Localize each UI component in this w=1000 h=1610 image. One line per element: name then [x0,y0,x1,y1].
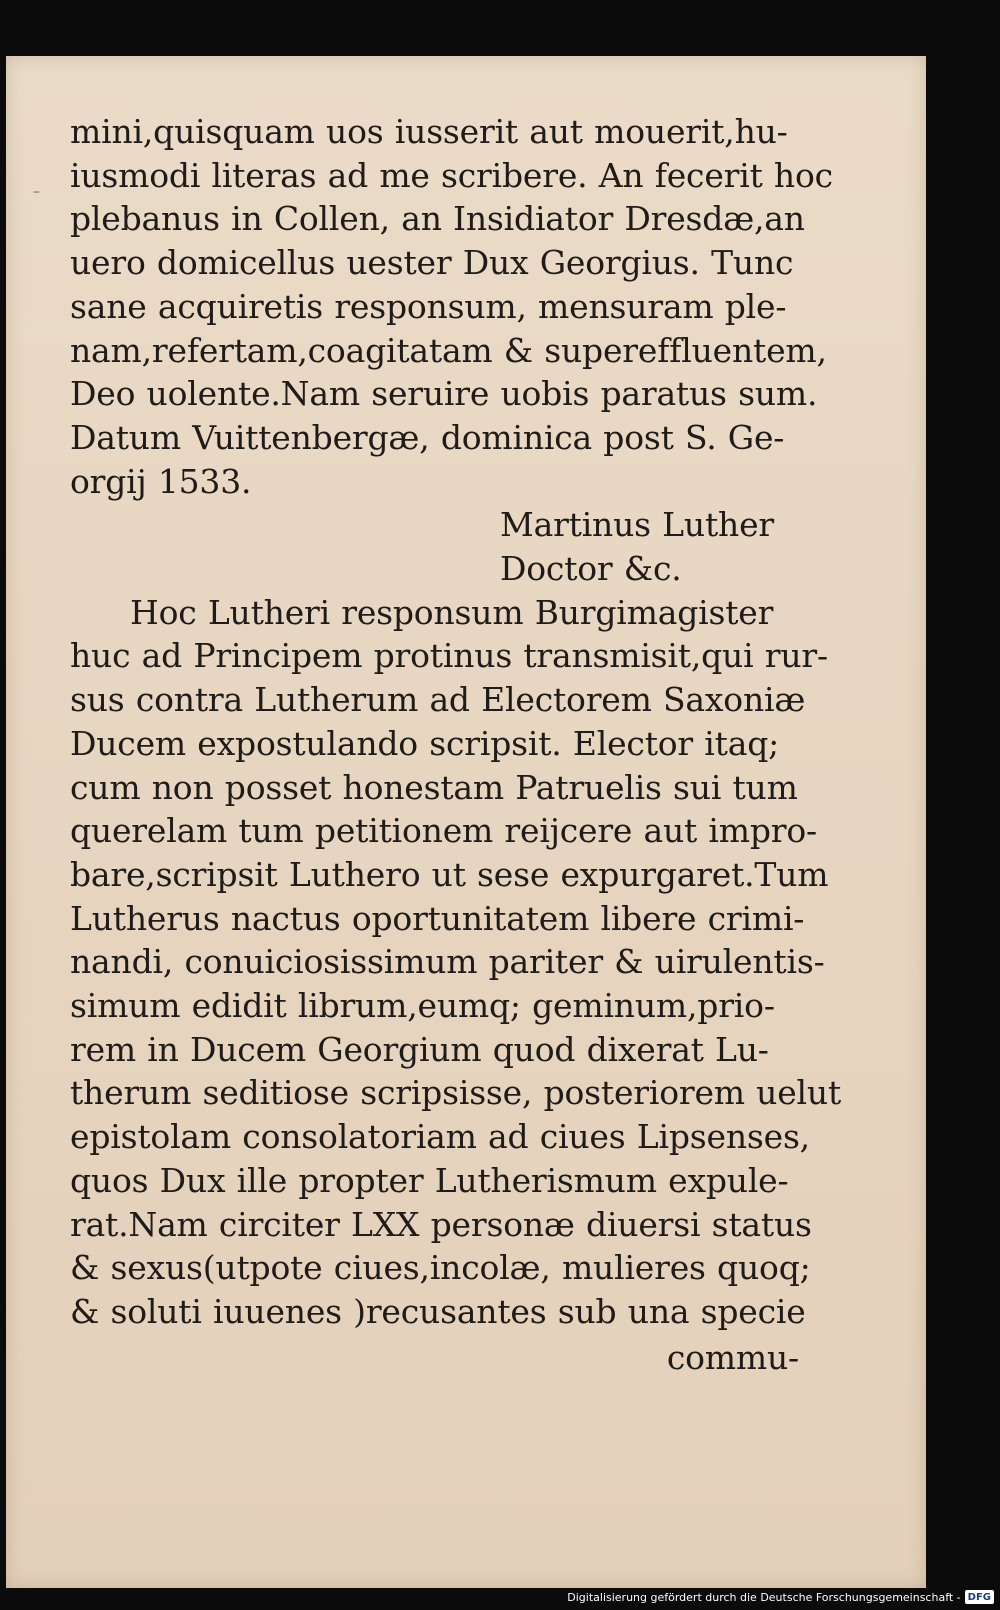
signature-name: Martinus Luther [500,505,774,545]
book-page [6,56,926,1588]
paragraph-line-13: epistolam consolatoriam ad ciues Lipsenses, [70,1117,810,1157]
paragraph-line-12: therum seditiose scripsisse, posteriorem uelut [70,1073,842,1113]
paragraph-line-8: Lutherus nactus oportunitatem libere crimi- [70,898,805,938]
text-line-6: nam,refertam,coagitatam & supereffluentem, [70,330,827,370]
text-line-8: Datum Vuittenbergæ, dominica post S. Ge- [70,417,785,457]
text-line-5: sane acquiretis responsum, mensuram ple- [70,286,787,326]
text-line-3: plebanus in Collen, an Insidiator Dresdæ,an [70,199,805,239]
text-line-9: orgij 1533. [70,461,252,501]
margin-mark: – [33,184,40,200]
text-line-2: iusmodi literas ad me scribere. An fecerit hoc [70,155,833,195]
paragraph-line-14: quos Dux ille propter Lutherismum expule- [70,1160,789,1200]
signature-title: Doctor &c. [500,549,682,589]
footer-credit: Digitalisierung gefördert durch die Deutsche Forschungsgemeinschaft - [567,1590,961,1604]
paragraph-line-9: nandi, conuiciosissimum pariter & uirulentis- [70,942,825,982]
paragraph-line-11: rem in Ducem Georgium quod dixerat Lu- [70,1029,769,1069]
paragraph-line-5: cum non posset honestam Patruelis sui tum [70,767,798,807]
dfg-logo-icon: DFG [965,1590,994,1604]
paragraph-line-17: & soluti iuuenes )recusantes sub una specie [70,1291,806,1331]
paragraph-line-6: querelam tum petitionem reijcere aut impro- [70,811,817,851]
paragraph-line-16: & sexus(utpote ciues,incolæ, mulieres quoq; [70,1248,811,1288]
digitization-footer [567,1588,994,1606]
text-line-4: uero domicellus uester Dux Georgius. Tunc [70,243,794,283]
paragraph-line-10: simum edidit librum,eumq; geminum,prio- [70,986,775,1026]
catchword: commu- [666,1337,799,1377]
paragraph-line-3: sus contra Lutherum ad Electorem Saxoniæ [70,680,806,720]
paragraph-line-15: rat.Nam circiter LXX personæ diuersi status [70,1204,812,1244]
page-text-block [70,110,842,1379]
text-line-1: mini,quisquam uos iusserit aut mouerit,hu- [70,112,788,151]
text-line-7: Deo uolente.Nam seruire uobis paratus sum. [70,374,818,414]
paragraph-line-7: bare,scripsit Luthero ut sese expurgaret.Tum [70,854,829,894]
paragraph-line-4: Ducem expostulando scripsit. Elector itaq; [70,723,780,763]
paragraph-line-1: Hoc Lutheri responsum Burgimagister [130,592,774,632]
paragraph-line-2: huc ad Principem protinus transmisit,qui rur- [70,636,828,676]
